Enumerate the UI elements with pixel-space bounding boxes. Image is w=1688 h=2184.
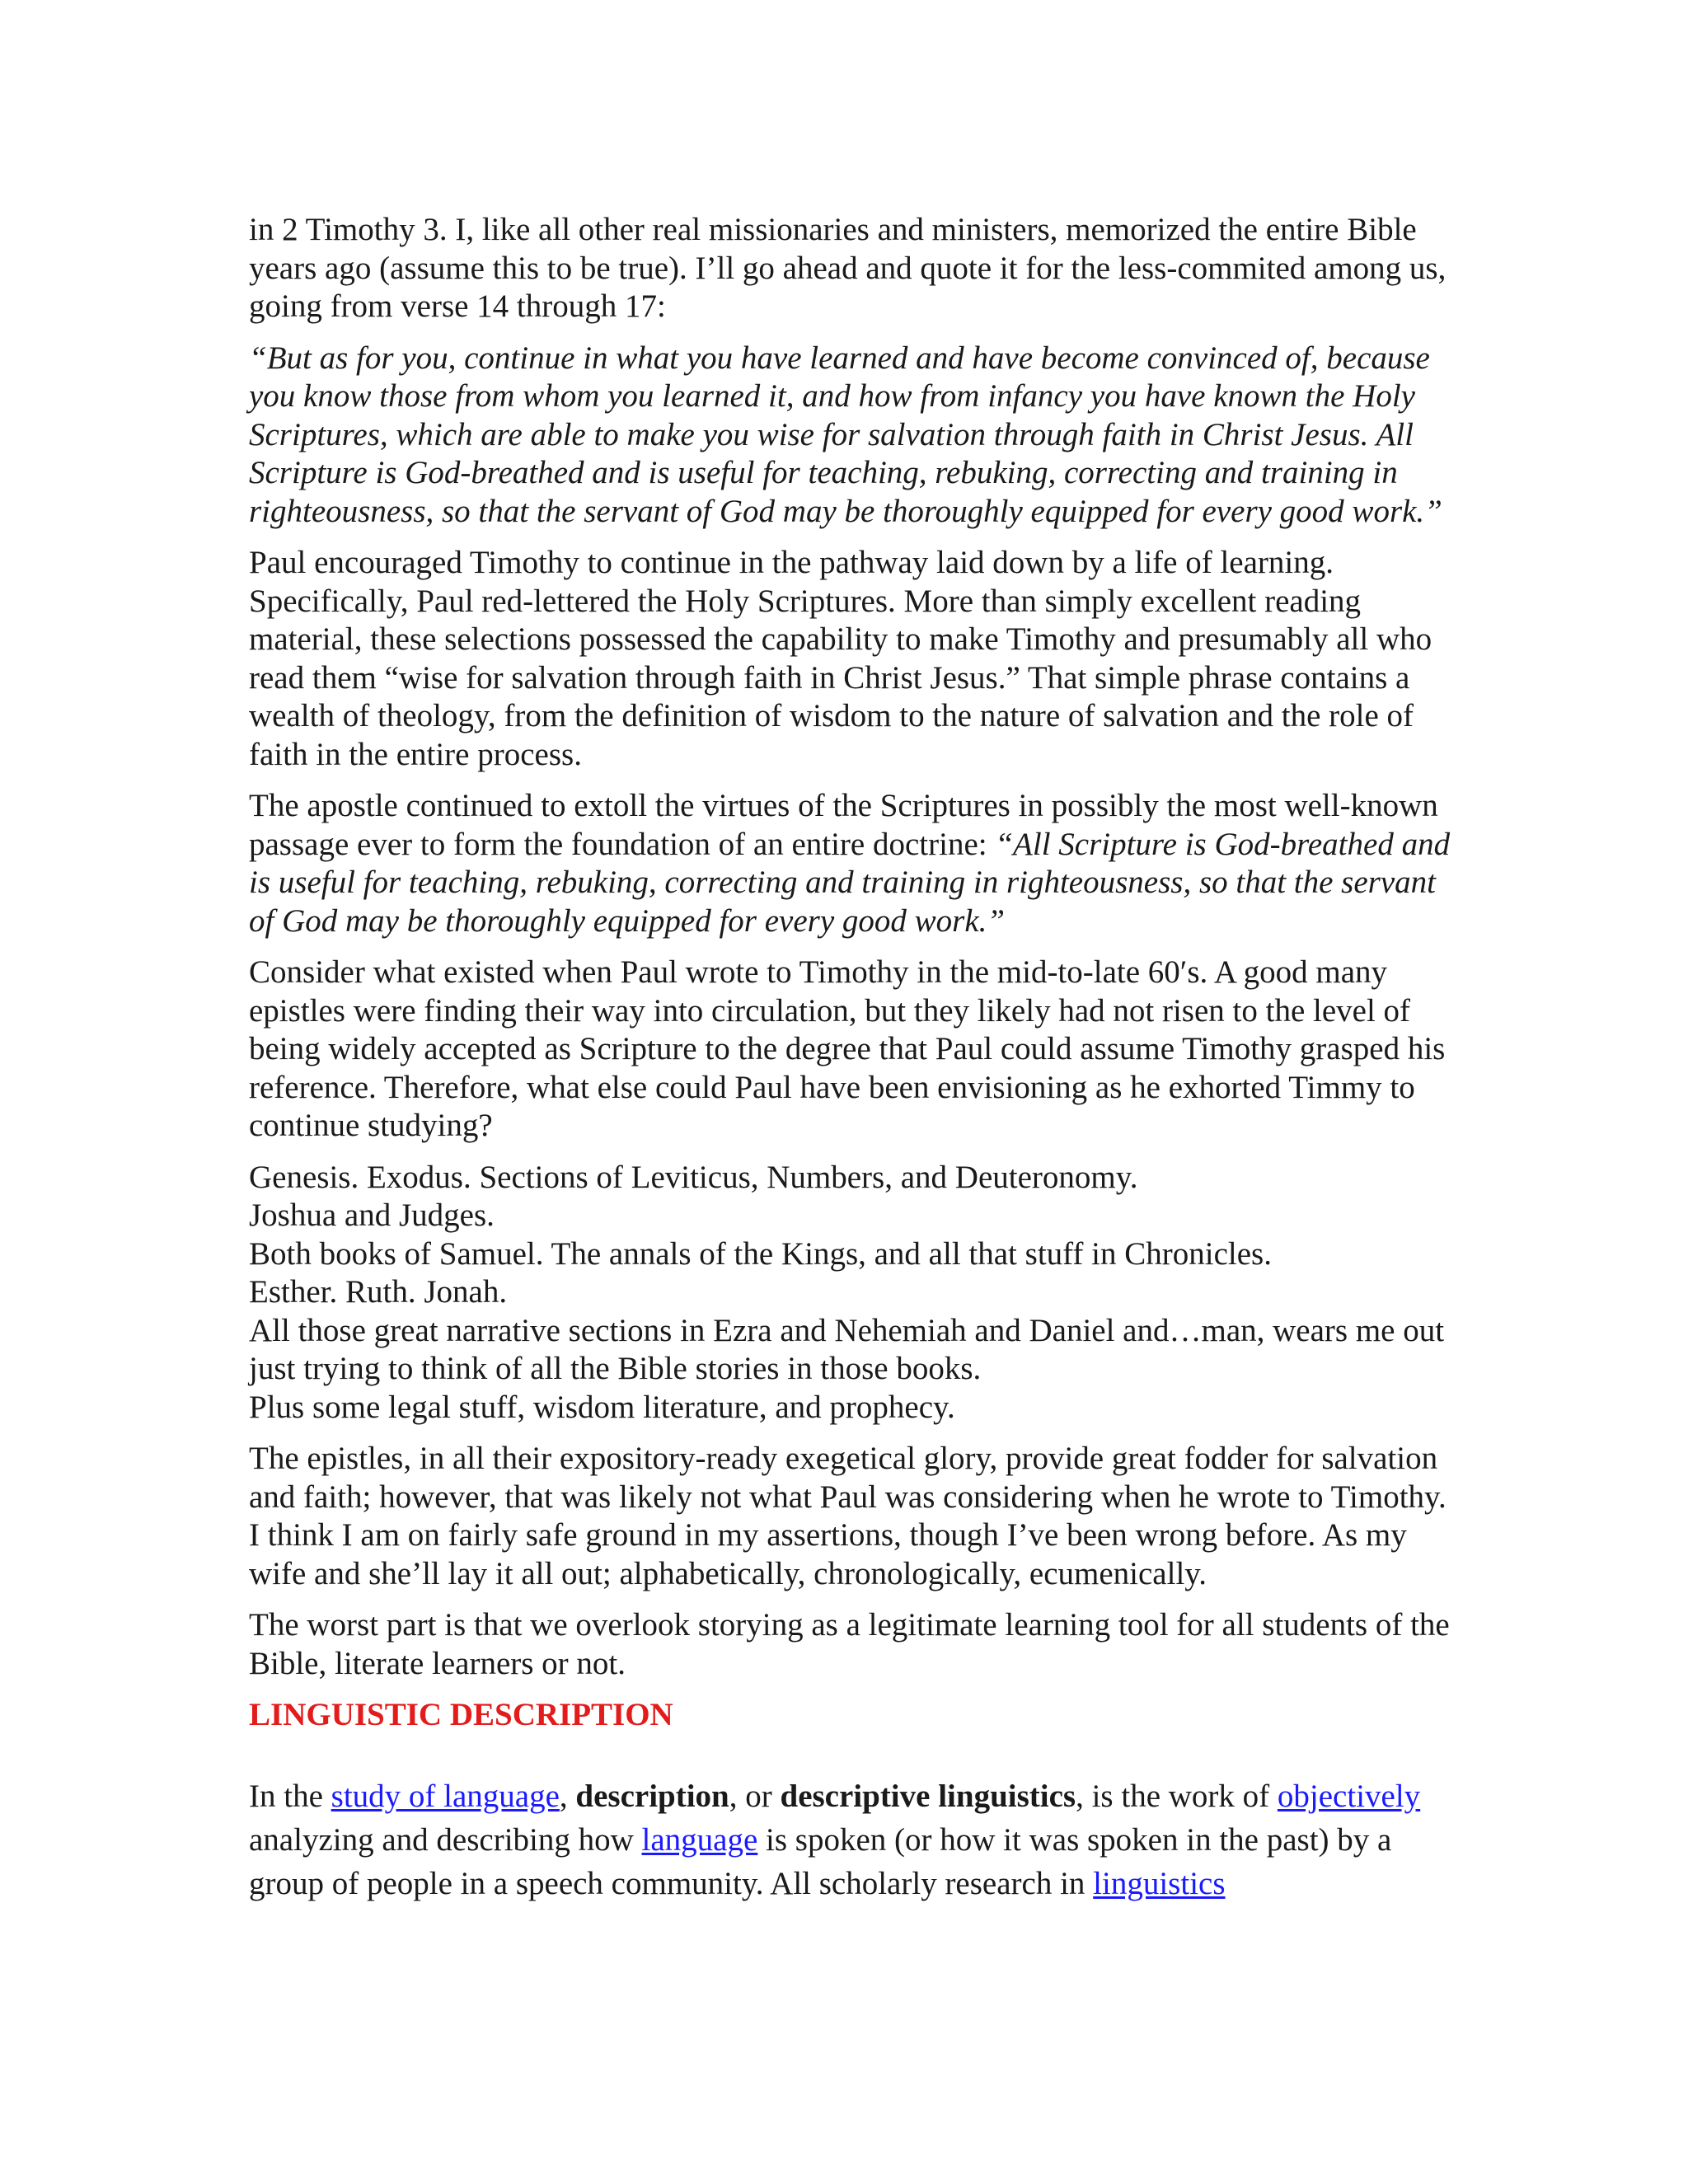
ling-text-4: , is the work of <box>1076 1778 1278 1814</box>
intro-paragraph: in 2 Timothy 3. I, like all other real missionaries and ministers, memorized the entire Bible years ago (assume this to be true). I’ll go ahead and quote it for the less-commited among us, going from verse 14 through 17: <box>249 212 1447 324</box>
apostle-paragraph <box>249 787 1452 940</box>
storying-paragraph: The worst part is that we overlook storying as a legitimate learning tool for all students of the Bible, literate learners or not. <box>249 1607 1450 1681</box>
apostle-text: The apostle continued to extoll the virtues of the Scriptures in possibly the most well-known passage ever to form the foundation of an entire doctrine: <box>249 788 1438 862</box>
list-item: Plus some legal stuff, wisdom literature, and prophecy. <box>249 1389 955 1425</box>
study-of-language-link[interactable]: study of language <box>331 1778 560 1814</box>
consider-paragraph: Consider what existed when Paul wrote to Timothy in the mid-to-late 60′s. A good many epistles were finding their way into circulation, but they likely had not risen to the level of being widely accepted as Scripture to the degree that Paul could assume Timothy grasped his reference. Therefore, what else could Paul have been envisioning as he exhorted Timmy to continue studying? <box>249 954 1446 1143</box>
list-item: Esther. Ruth. Jonah. <box>249 1274 508 1310</box>
linguistics-link[interactable]: linguistics <box>1093 1865 1226 1901</box>
term-descriptive-linguistics: descriptive linguistics <box>780 1778 1076 1814</box>
ling-text-2: , <box>559 1778 576 1814</box>
ling-text-1: In the <box>249 1778 331 1814</box>
books-list <box>249 1159 1452 1427</box>
objectively-link[interactable]: objectively <box>1277 1778 1421 1814</box>
language-link[interactable]: language <box>641 1821 758 1858</box>
list-item: Both books of Samuel. The annals of the Kings, and all that stuff in Chronicles. <box>249 1235 1272 1272</box>
linguistics-paragraph <box>249 1774 1452 1905</box>
ling-text-6: is spoken (or how it was spoken in the past) by a group of people in a speech community. All scholarly research in <box>249 1821 1392 1901</box>
epistles-paragraph: The epistles, in all their expository-ready exegetical glory, provide great fodder for salvation and faith; however, that was likely not what Paul was considering when he wrote to Timothy. I think I am on fairly safe ground in my assertions, though I’ve been wrong before. As my wife and she’ll lay it all out; alphabetically, chronologically, ecumenically. <box>249 1441 1447 1591</box>
paul-paragraph: Paul encouraged Timothy to continue in the pathway laid down by a life of learning. Specifically, Paul red-lettered the Holy Scriptures. More than simply excellent reading material, these selections possessed the capability to make Timothy and presumably all who read them “wise for salvation through faith in Christ Jesus.” That simple phrase contains a wealth of theology, from the definition of wisdom to the nature of salvation and the role of faith in the entire process. <box>249 545 1432 772</box>
term-description: description <box>575 1778 729 1814</box>
list-item: Genesis. Exodus. Sections of Leviticus, Numbers, and Deuteronomy. <box>249 1159 1138 1195</box>
list-item: All those great narrative sections in Ezra and Nehemiah and Daniel and…man, wears me out just trying to think of all the Bible stories in those books. <box>249 1312 1445 1386</box>
apostle-quote: “All Scripture is God-breathed and is useful for teaching, rebuking, correcting and training in righteousness, so that the servant of God may be thoroughly equipped for every good work.” <box>249 826 1451 939</box>
section-heading: LINGUISTIC DESCRIPTION <box>249 1697 673 1732</box>
ling-text-3: , or <box>729 1778 781 1814</box>
ling-text-5: analyzing and describing how <box>249 1821 642 1858</box>
scripture-quote: “But as for you, continue in what you have learned and have become convinced of, because you know those from whom you learned it, and how from infancy you have known the Holy Scriptures, which are able to make you wise for salvation through faith in Christ Jesus. All Scripture is God-breathed and is useful for teaching, rebuking, correcting and training in righteousness, so that the servant of God may be thoroughly equipped for every good work.” <box>249 340 1442 529</box>
document-body <box>249 211 1452 1905</box>
list-item: Joshua and Judges. <box>249 1197 495 1233</box>
